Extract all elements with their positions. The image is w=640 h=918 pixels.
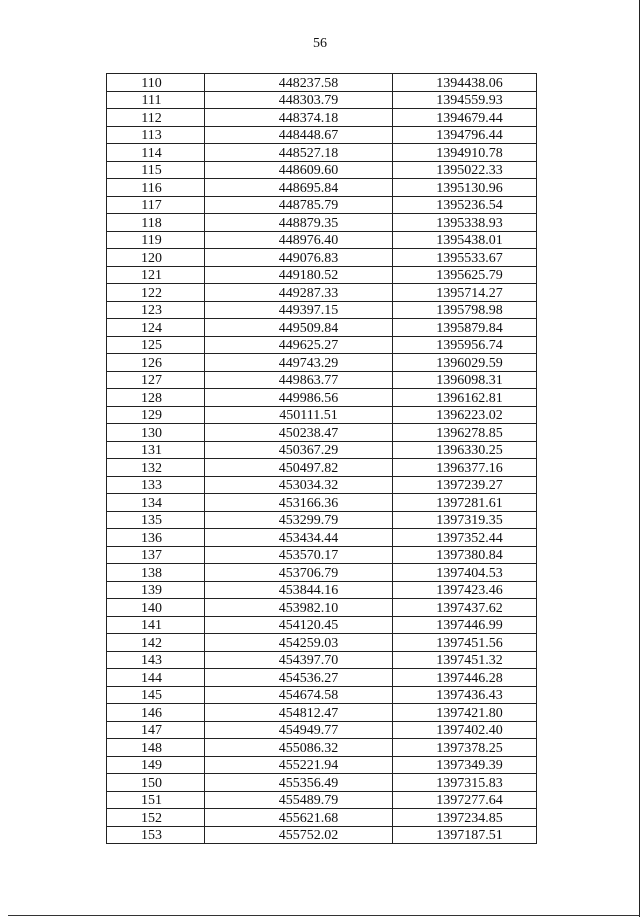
page-number: 56 xyxy=(313,36,327,51)
y-coordinate-cell: 1395338.93 xyxy=(393,214,537,232)
y-coordinate-cell: 1397423.46 xyxy=(393,581,537,599)
table-row xyxy=(107,196,537,214)
point-number-cell: 146 xyxy=(107,704,205,722)
x-coordinate-cell: 454949.77 xyxy=(205,721,393,739)
point-number-cell: 153 xyxy=(107,826,205,844)
x-coordinate-cell: 453166.36 xyxy=(205,494,393,512)
y-coordinate-cell: 1396377.16 xyxy=(393,459,537,477)
y-coordinate-cell: 1397319.35 xyxy=(393,511,537,529)
table-row xyxy=(107,476,537,494)
point-number-cell: 126 xyxy=(107,354,205,372)
x-coordinate-cell: 455752.02 xyxy=(205,826,393,844)
x-coordinate-cell: 455086.32 xyxy=(205,739,393,757)
y-coordinate-cell: 1394438.06 xyxy=(393,74,537,92)
y-coordinate-cell: 1395236.54 xyxy=(393,196,537,214)
point-number-cell: 132 xyxy=(107,459,205,477)
y-coordinate-cell: 1397436.43 xyxy=(393,686,537,704)
table-row xyxy=(107,704,537,722)
x-coordinate-cell: 454674.58 xyxy=(205,686,393,704)
x-coordinate-cell: 455489.79 xyxy=(205,791,393,809)
x-coordinate-cell: 448237.58 xyxy=(205,74,393,92)
x-coordinate-cell: 448976.40 xyxy=(205,231,393,249)
y-coordinate-cell: 1397239.27 xyxy=(393,476,537,494)
point-number-cell: 136 xyxy=(107,529,205,547)
coordinates-table xyxy=(106,73,537,844)
y-coordinate-cell: 1395798.98 xyxy=(393,301,537,319)
y-coordinate-cell: 1397451.32 xyxy=(393,651,537,669)
y-coordinate-cell: 1397421.80 xyxy=(393,704,537,722)
table-row xyxy=(107,389,537,407)
y-coordinate-cell: 1397187.51 xyxy=(393,826,537,844)
y-coordinate-cell: 1395533.67 xyxy=(393,249,537,267)
y-coordinate-cell: 1397277.64 xyxy=(393,791,537,809)
point-number-cell: 110 xyxy=(107,74,205,92)
point-number-cell: 152 xyxy=(107,809,205,827)
x-coordinate-cell: 448695.84 xyxy=(205,179,393,197)
x-coordinate-cell: 455621.68 xyxy=(205,809,393,827)
table-row xyxy=(107,459,537,477)
x-coordinate-cell: 449076.83 xyxy=(205,249,393,267)
point-number-cell: 122 xyxy=(107,284,205,302)
point-number-cell: 140 xyxy=(107,599,205,617)
y-coordinate-cell: 1397378.25 xyxy=(393,739,537,757)
y-coordinate-cell: 1397234.85 xyxy=(393,809,537,827)
table-row xyxy=(107,599,537,617)
table-row xyxy=(107,249,537,267)
point-number-cell: 124 xyxy=(107,319,205,337)
x-coordinate-cell: 453982.10 xyxy=(205,599,393,617)
table-row xyxy=(107,826,537,844)
y-coordinate-cell: 1397446.99 xyxy=(393,616,537,634)
coordinates-table-body xyxy=(107,74,537,844)
table-row xyxy=(107,546,537,564)
bottom-rule xyxy=(8,915,640,916)
y-coordinate-cell: 1397446.28 xyxy=(393,669,537,687)
table-row xyxy=(107,371,537,389)
x-coordinate-cell: 454120.45 xyxy=(205,616,393,634)
point-number-cell: 147 xyxy=(107,721,205,739)
point-number-cell: 135 xyxy=(107,511,205,529)
table-row xyxy=(107,721,537,739)
x-coordinate-cell: 454259.03 xyxy=(205,634,393,652)
x-coordinate-cell: 449509.84 xyxy=(205,319,393,337)
table-row xyxy=(107,109,537,127)
y-coordinate-cell: 1396162.81 xyxy=(393,389,537,407)
table-row xyxy=(107,424,537,442)
table-row xyxy=(107,774,537,792)
y-coordinate-cell: 1395625.79 xyxy=(393,266,537,284)
x-coordinate-cell: 448374.18 xyxy=(205,109,393,127)
point-number-cell: 143 xyxy=(107,651,205,669)
point-number-cell: 118 xyxy=(107,214,205,232)
x-coordinate-cell: 449397.15 xyxy=(205,301,393,319)
x-coordinate-cell: 450497.82 xyxy=(205,459,393,477)
y-coordinate-cell: 1397380.84 xyxy=(393,546,537,564)
y-coordinate-cell: 1394796.44 xyxy=(393,126,537,144)
table-row xyxy=(107,161,537,179)
point-number-cell: 149 xyxy=(107,756,205,774)
x-coordinate-cell: 454536.27 xyxy=(205,669,393,687)
point-number-cell: 145 xyxy=(107,686,205,704)
table-row xyxy=(107,179,537,197)
table-row xyxy=(107,441,537,459)
x-coordinate-cell: 448879.35 xyxy=(205,214,393,232)
point-number-cell: 117 xyxy=(107,196,205,214)
table-row xyxy=(107,74,537,92)
table-row xyxy=(107,354,537,372)
table-row xyxy=(107,284,537,302)
point-number-cell: 125 xyxy=(107,336,205,354)
y-coordinate-cell: 1394910.78 xyxy=(393,144,537,162)
x-coordinate-cell: 449986.56 xyxy=(205,389,393,407)
point-number-cell: 134 xyxy=(107,494,205,512)
x-coordinate-cell: 449625.27 xyxy=(205,336,393,354)
x-coordinate-cell: 453299.79 xyxy=(205,511,393,529)
y-coordinate-cell: 1395714.27 xyxy=(393,284,537,302)
point-number-cell: 141 xyxy=(107,616,205,634)
x-coordinate-cell: 450111.51 xyxy=(205,406,393,424)
x-coordinate-cell: 450238.47 xyxy=(205,424,393,442)
point-number-cell: 131 xyxy=(107,441,205,459)
table-row xyxy=(107,739,537,757)
x-coordinate-cell: 448609.60 xyxy=(205,161,393,179)
point-number-cell: 139 xyxy=(107,581,205,599)
point-number-cell: 121 xyxy=(107,266,205,284)
x-coordinate-cell: 448303.79 xyxy=(205,91,393,109)
x-coordinate-cell: 449287.33 xyxy=(205,284,393,302)
point-number-cell: 116 xyxy=(107,179,205,197)
table-row xyxy=(107,511,537,529)
y-coordinate-cell: 1395130.96 xyxy=(393,179,537,197)
y-coordinate-cell: 1397349.39 xyxy=(393,756,537,774)
x-coordinate-cell: 449180.52 xyxy=(205,266,393,284)
point-number-cell: 115 xyxy=(107,161,205,179)
point-number-cell: 148 xyxy=(107,739,205,757)
y-coordinate-cell: 1396330.25 xyxy=(393,441,537,459)
point-number-cell: 123 xyxy=(107,301,205,319)
x-coordinate-cell: 455356.49 xyxy=(205,774,393,792)
table-row xyxy=(107,651,537,669)
point-number-cell: 129 xyxy=(107,406,205,424)
table-row xyxy=(107,791,537,809)
table-row xyxy=(107,686,537,704)
table-row xyxy=(107,616,537,634)
y-coordinate-cell: 1395022.33 xyxy=(393,161,537,179)
y-coordinate-cell: 1397315.83 xyxy=(393,774,537,792)
point-number-cell: 114 xyxy=(107,144,205,162)
x-coordinate-cell: 453844.16 xyxy=(205,581,393,599)
x-coordinate-cell: 448448.67 xyxy=(205,126,393,144)
table-row xyxy=(107,494,537,512)
y-coordinate-cell: 1396278.85 xyxy=(393,424,537,442)
y-coordinate-cell: 1396029.59 xyxy=(393,354,537,372)
table-row xyxy=(107,809,537,827)
x-coordinate-cell: 449743.29 xyxy=(205,354,393,372)
point-number-cell: 130 xyxy=(107,424,205,442)
table-row xyxy=(107,301,537,319)
table-row xyxy=(107,91,537,109)
point-number-cell: 138 xyxy=(107,564,205,582)
table-row xyxy=(107,126,537,144)
x-coordinate-cell: 454812.47 xyxy=(205,704,393,722)
point-number-cell: 111 xyxy=(107,91,205,109)
table-row xyxy=(107,564,537,582)
point-number-cell: 142 xyxy=(107,634,205,652)
point-number-cell: 112 xyxy=(107,109,205,127)
x-coordinate-cell: 449863.77 xyxy=(205,371,393,389)
point-number-cell: 128 xyxy=(107,389,205,407)
point-number-cell: 127 xyxy=(107,371,205,389)
point-number-cell: 144 xyxy=(107,669,205,687)
table-row xyxy=(107,319,537,337)
table-row xyxy=(107,406,537,424)
x-coordinate-cell: 453434.44 xyxy=(205,529,393,547)
x-coordinate-cell: 453034.32 xyxy=(205,476,393,494)
table-row xyxy=(107,634,537,652)
x-coordinate-cell: 448527.18 xyxy=(205,144,393,162)
x-coordinate-cell: 454397.70 xyxy=(205,651,393,669)
x-coordinate-cell: 450367.29 xyxy=(205,441,393,459)
x-coordinate-cell: 453706.79 xyxy=(205,564,393,582)
y-coordinate-cell: 1395956.74 xyxy=(393,336,537,354)
point-number-cell: 113 xyxy=(107,126,205,144)
table-row xyxy=(107,336,537,354)
y-coordinate-cell: 1397404.53 xyxy=(393,564,537,582)
table-row xyxy=(107,266,537,284)
table-row xyxy=(107,231,537,249)
point-number-cell: 150 xyxy=(107,774,205,792)
y-coordinate-cell: 1397352.44 xyxy=(393,529,537,547)
y-coordinate-cell: 1397402.40 xyxy=(393,721,537,739)
table-row xyxy=(107,529,537,547)
y-coordinate-cell: 1397451.56 xyxy=(393,634,537,652)
table-row xyxy=(107,756,537,774)
y-coordinate-cell: 1396223.02 xyxy=(393,406,537,424)
table-row xyxy=(107,669,537,687)
x-coordinate-cell: 453570.17 xyxy=(205,546,393,564)
y-coordinate-cell: 1397437.62 xyxy=(393,599,537,617)
y-coordinate-cell: 1395438.01 xyxy=(393,231,537,249)
x-coordinate-cell: 455221.94 xyxy=(205,756,393,774)
table-row xyxy=(107,214,537,232)
x-coordinate-cell: 448785.79 xyxy=(205,196,393,214)
y-coordinate-cell: 1394679.44 xyxy=(393,109,537,127)
y-coordinate-cell: 1397281.61 xyxy=(393,494,537,512)
point-number-cell: 119 xyxy=(107,231,205,249)
y-coordinate-cell: 1396098.31 xyxy=(393,371,537,389)
table-row xyxy=(107,144,537,162)
point-number-cell: 137 xyxy=(107,546,205,564)
table-row xyxy=(107,581,537,599)
point-number-cell: 151 xyxy=(107,791,205,809)
point-number-cell: 120 xyxy=(107,249,205,267)
y-coordinate-cell: 1395879.84 xyxy=(393,319,537,337)
point-number-cell: 133 xyxy=(107,476,205,494)
y-coordinate-cell: 1394559.93 xyxy=(393,91,537,109)
